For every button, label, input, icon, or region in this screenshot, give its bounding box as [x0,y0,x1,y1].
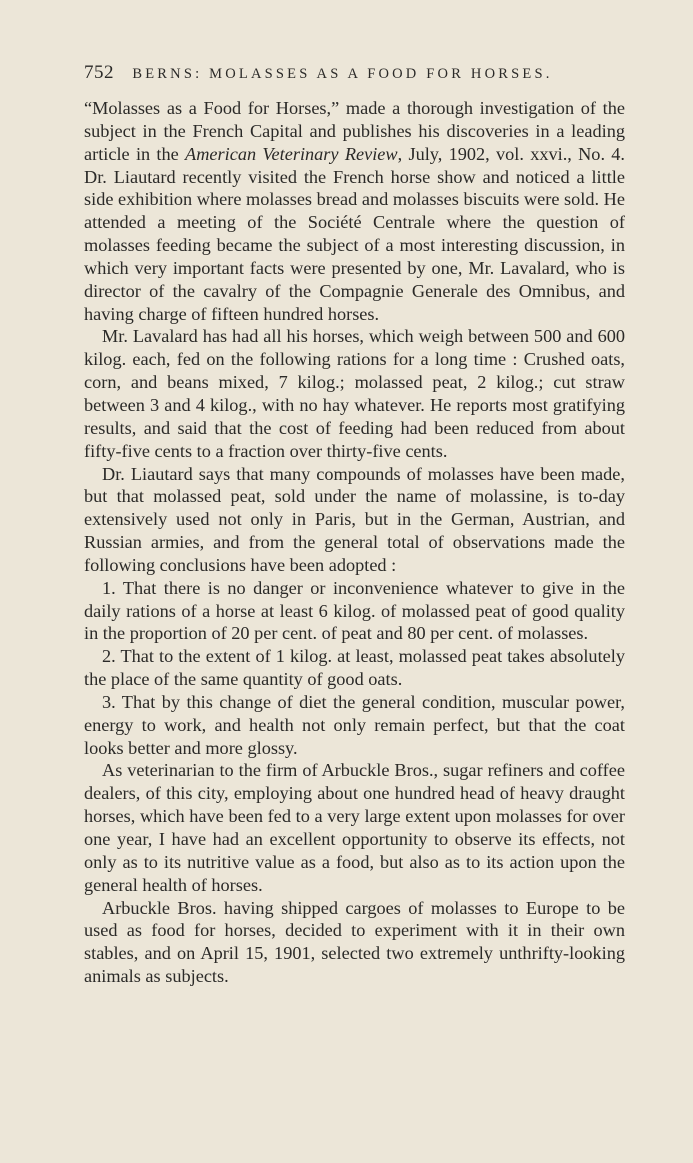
paragraph-1-text-a: “Molasses as a Food for Horses,” made a thorough investigation of the subject in the French Capital and publishes his discoveries in a leading article in the [84,98,625,164]
paragraph-3: Dr. Liautard says that many compounds of molasses have been made, but that molassed peat, sold under the name of molassine, is to-day extensively used not only in Paris, but in the German, Austrian, and Russian armies, and from the general total of observations made the following conclusions have been adopted : [84,463,625,575]
page-number: 752 [84,62,114,83]
paragraph-8: Arbuckle Bros. having shipped cargoes of molasses to Europe to be used as food for horses, decided to experiment with it in their own stables, and on April 15, 1901, selected two extremely unthrifty-looking animals as subjects. [84,897,625,987]
conclusion-1: 1. That there is no danger or inconvenience whatever to give in the daily rations of a horse at least 6 kilog. of molassed peat of good quality in the proportion of 20 per cent. of peat and 80 per cent. of molasses. [84,577,625,644]
page-header [84,62,632,84]
article-body [84,97,625,988]
paragraph-1 [84,97,625,325]
paragraph-2: Mr. Lavalard has had all his horses, which weigh between 500 and 600 kilog. each, fed on the following rations for a long time : Crushed oats, corn, and beans mixed, 7 kilog.; molassed peat, 2 kilog.; cut straw between 3 and 4 kilog., with no hay whatever. He reports most gratifying results, and said that the cost of feeding had been reduced from about fifty-five cents to a fraction over thirty-five cents. [84,326,625,461]
paragraph-1-text-b: , July, 1902, vol. xxvi., No. 4. Dr. Liautard recently visited the French horse show and noticed a little side exhibition where molasses bread and molasses biscuits were sold. He attended a meeting of the Société Centrale where the question of molasses feeding became the subject of a most interesting discussion, in which very important facts were presented by one, Mr. Lavalard, who is director of the cavalry of the Compagnie Generale des Omnibus, and having charge of fifteen hundred horses. [84,143,625,324]
journal-title: American Veterinary Review [185,143,398,164]
conclusion-2: 2. That to the extent of 1 kilog. at least, molassed peat takes absolutely the place of the same quantity of good oats. [84,646,625,690]
paragraph-7: As veterinarian to the firm of Arbuckle Bros., sugar refiners and coffee dealers, of this city, employing about one hundred head of heavy draught horses, which have been fed to a very large extent upon molasses for over one year, I have had an excellent opportunity to observe its effects, not only as to its nutritive value as a food, but also as to its action upon the general health of horses. [84,760,625,895]
running-title: BERNS: MOLASSES AS A FOOD FOR HORSES. [132,66,553,82]
conclusion-3: 3. That by this change of diet the general condition, muscular power, energy to work, and health not only remain perfect, but that the coat looks better and more glossy. [84,691,625,758]
